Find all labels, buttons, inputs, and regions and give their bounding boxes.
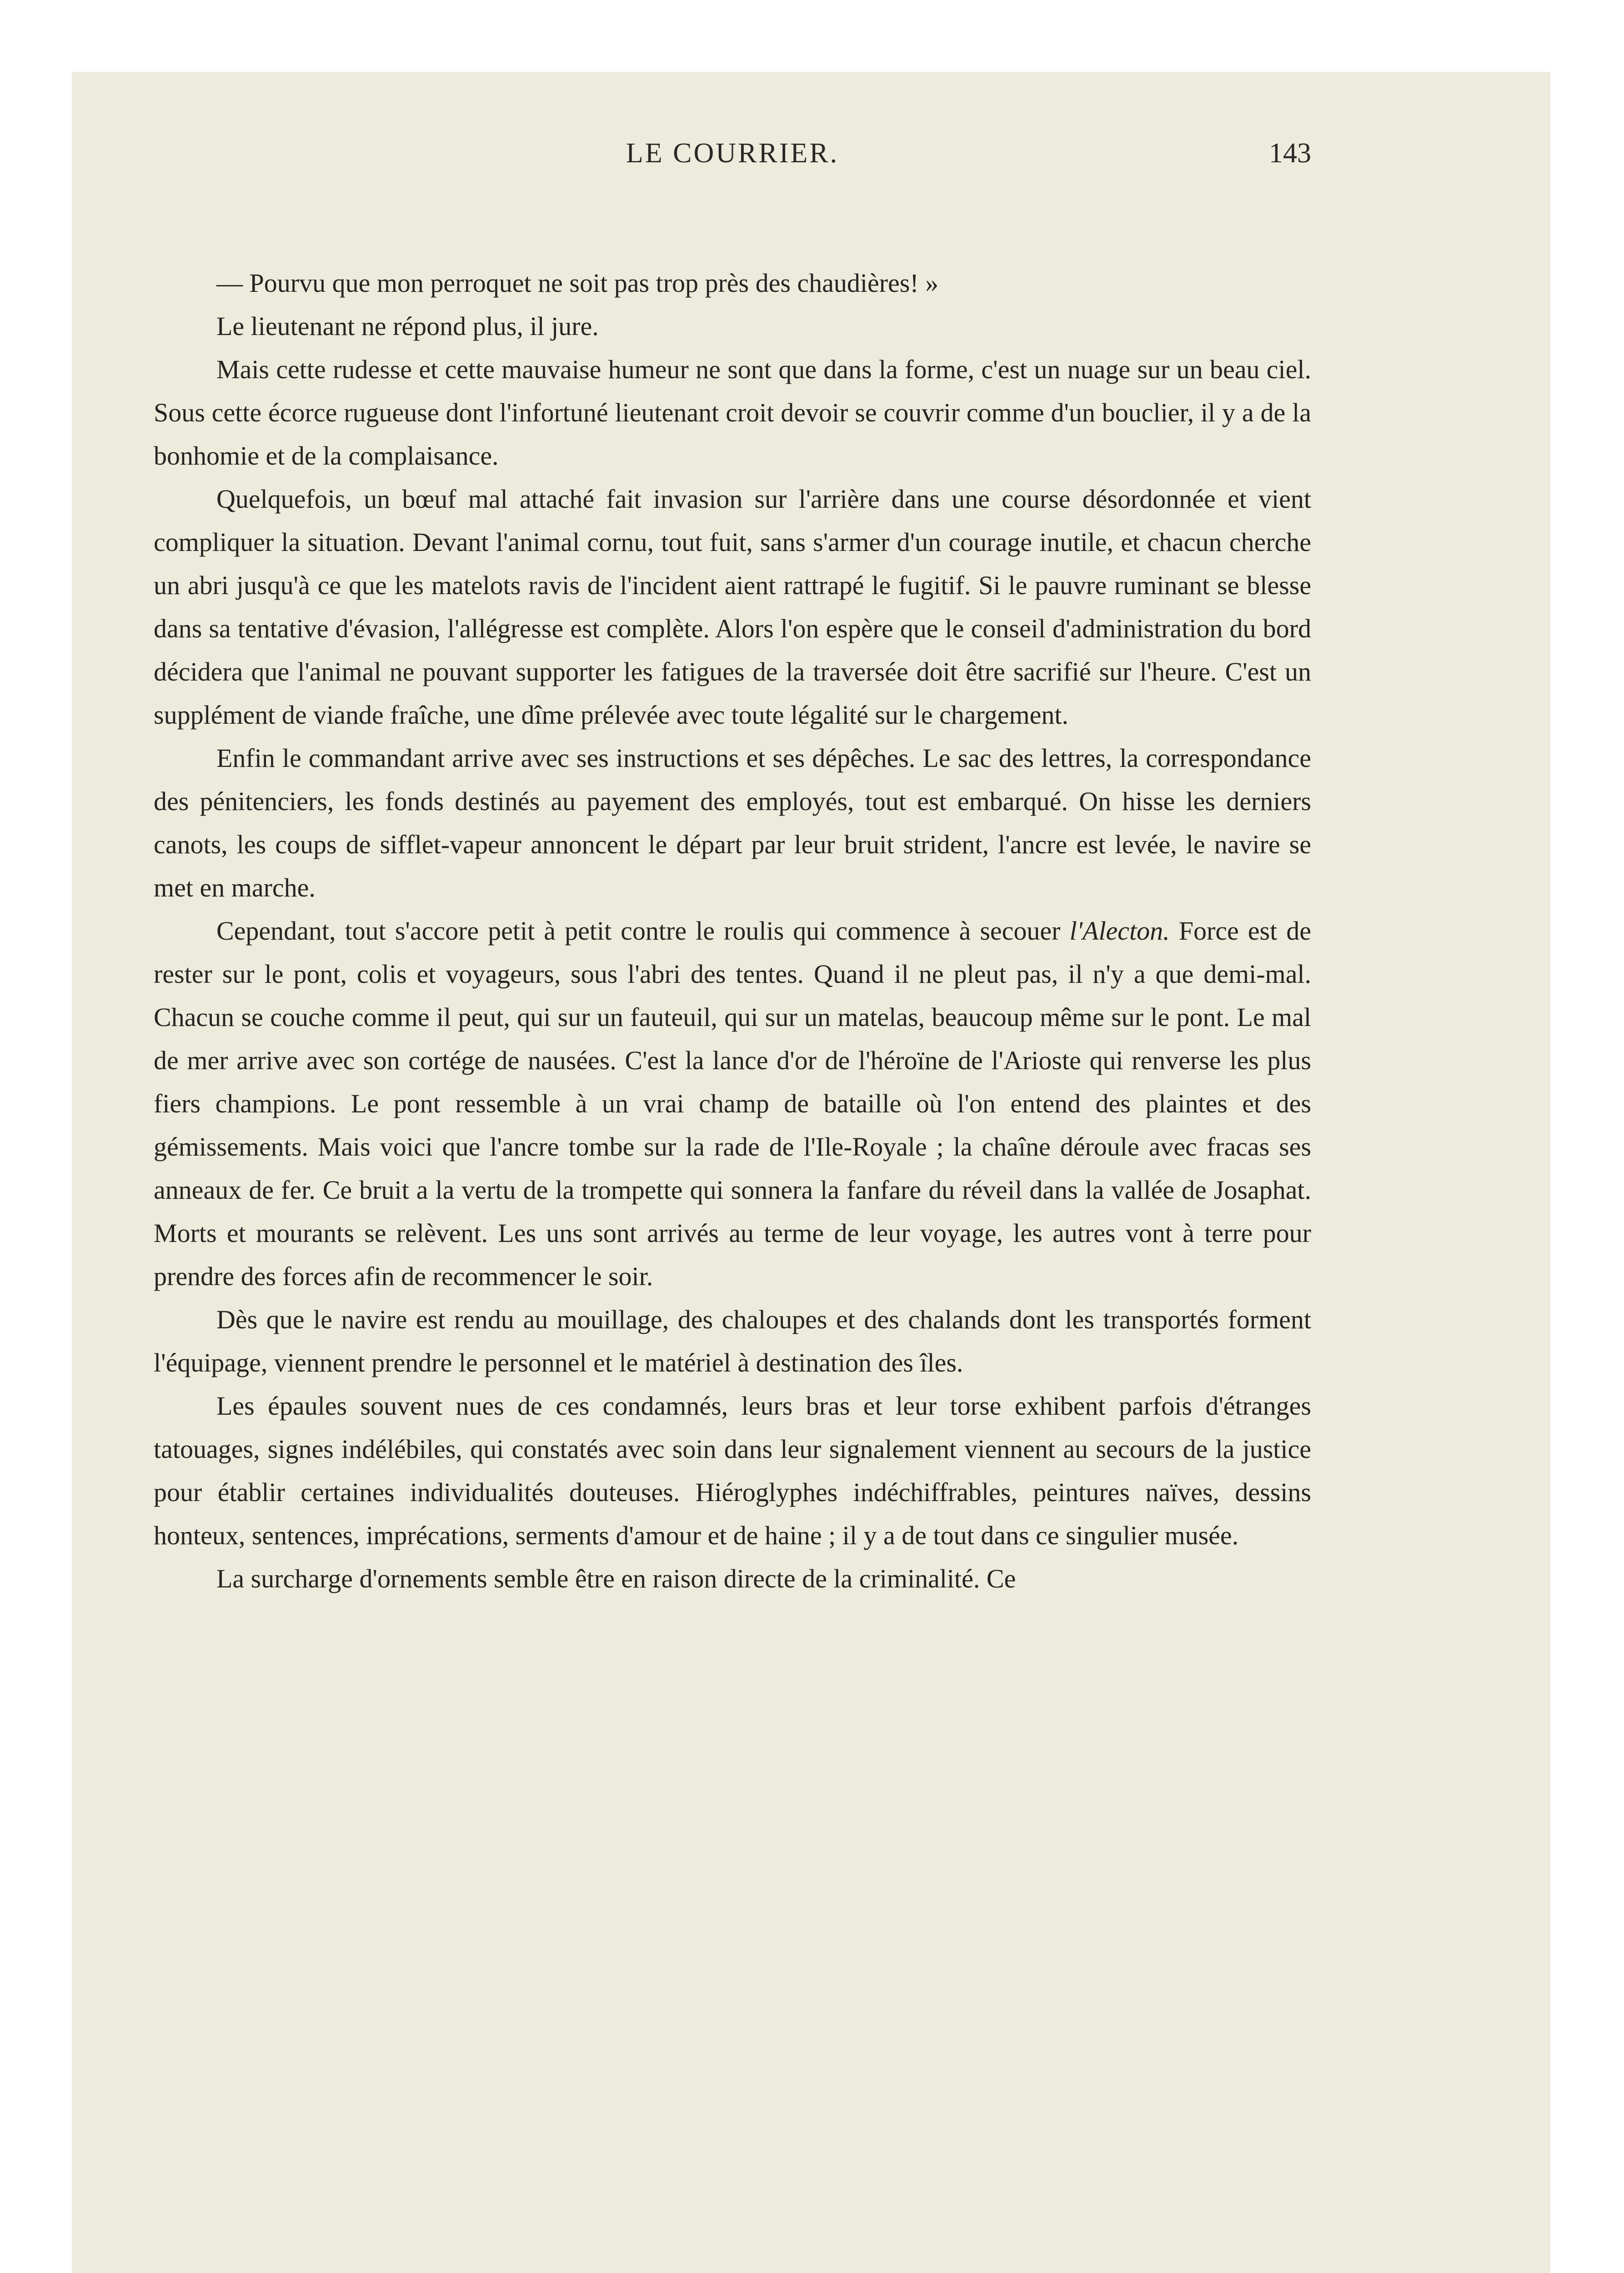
paragraph: Quelquefois, un bœuf mal attaché fait invasion sur l'arrière dans une course désordonnée et vient compliquer la situation. Devant l'animal cornu, tout fuit, sans s'armer d'un courage inutile, et chacun cherche un abri jusqu'à ce que les matelots ravis de l'incident aient rattrapé le fugitif. Si le pauvre ruminant se blesse dans sa tentative d'évasion, l'allégresse est complète. Alors l'on espère que le conseil d'administration du bord décidera que l'animal ne pouvant supporter les fatigues de la traversée doit être sacrifié sur l'heure. C'est un supplément de viande fraîche, une dîme prélevée avec toute légalité sur le chargement. [154,484,1311,730]
paragraph: La surcharge d'ornements semble être en raison directe de la criminalité. Ce [216,1564,1016,1593]
paragraph [154,909,1311,1298]
ship-name: l'Alecton. [1069,916,1170,946]
page-number: 143 [1269,138,1311,169]
running-head: LE COURRIER. [626,138,839,169]
page-header [154,133,1311,183]
paragraph-text-after: Force est de rester sur le pont, colis et voyageurs, sous l'abri des tentes. Quand il ne pleut pas, il n'y a que demi-mal. Chacun se couche comme il peut, qui sur un fauteuil, qui sur un matelas, beaucoup même sur le pont. Le mal de mer arrive avec son cortége de nausées. C'est la lance d'or de l'héroïne de l'Arioste qui renverse les plus fiers champions. Le pont ressemble à un vrai champ de bataille où l'on entend des plaintes et des gémissements. Mais voici que l'ancre tombe sur la rade de l'Ile-Royale ; la chaîne déroule avec fracas ses anneaux de fer. Ce bruit a la vertu de la trompette qui sonnera la fanfare du réveil dans la vallée de Josaphat. Morts et mourants se relèvent. Les uns sont arrivés au terme de leur voyage, les autres vont à terre pour prendre des forces afin de recommencer le soir. [154,916,1312,1291]
paragraph: Dès que le navire est rendu au mouillage, des chaloupes et des chalands dont les transportés forment l'équipage, viennent prendre le personnel et le matériel à destination des îles. [154,1305,1311,1377]
paragraph: Enfin le commandant arrive avec ses instructions et ses dépêches. Le sac des lettres, la correspondance des pénitenciers, les fonds destinés au payement des employés, tout est embarqué. On hisse les derniers canots, les coups de sifflet-vapeur annoncent le départ par leur bruit strident, l'ancre est levée, le navire se met en marche. [154,743,1311,902]
paragraph-text-before: Cependant, tout s'accore petit à petit contre le roulis qui commence à secouer [216,916,1070,946]
paragraph: Les épaules souvent nues de ces condamnés, leurs bras et leur torse exhibent parfois d'étranges tatouages, signes indélébiles, qui constatés avec soin dans leur signalement viennent au secours de la justice pour établir certaines individualités douteuses. Hiéroglyphes indéchiffrables, peintures naïves, dessins honteux, sentences, imprécations, serments d'amour et de haine ; il y a de tout dans ce singulier musée. [154,1391,1311,1550]
paragraph: Le lieutenant ne répond plus, il jure. [216,311,599,341]
body-text [154,261,1311,1600]
paragraph: Mais cette rudesse et cette mauvaise humeur ne sont que dans la forme, c'est un nuage sur un beau ciel. Sous cette écorce rugueuse dont l'infortuné lieutenant croit devoir se couvrir comme d'un bouclier, il y a de la bonhomie et de la complaisance. [154,355,1311,471]
paragraph: — Pourvu que mon perroquet ne soit pas trop près des chaudières! » [216,268,939,298]
